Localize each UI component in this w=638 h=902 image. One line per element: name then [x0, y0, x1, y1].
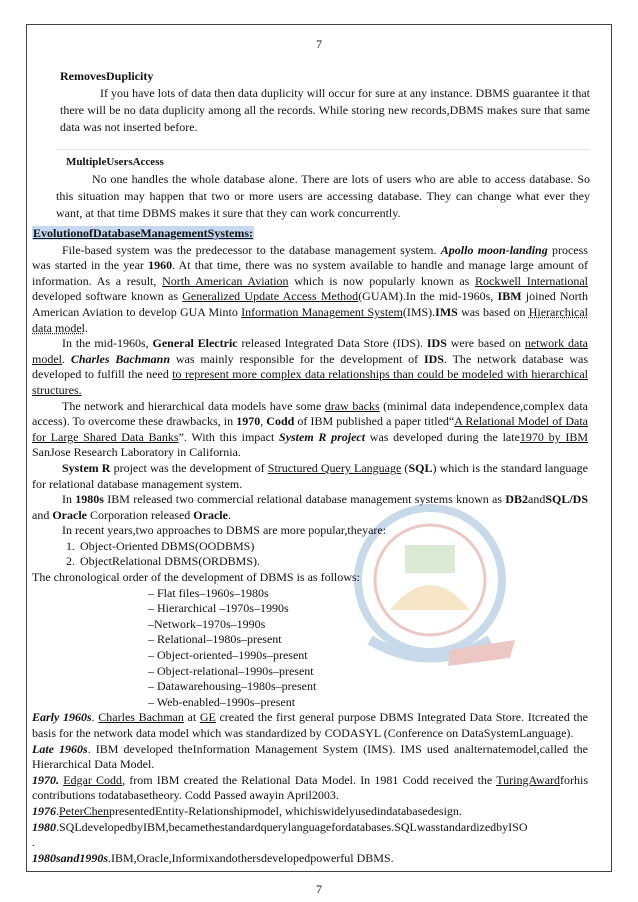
paragraph-1980s — [32, 492, 588, 523]
text: . — [227, 507, 231, 522]
hierarchical-data-model-link[interactable]: Hierarchical data model — [32, 304, 589, 335]
rockwell-link[interactable]: Rockwell International — [475, 273, 588, 288]
charles-bachman-link[interactable]: Charles Bachman — [98, 710, 184, 725]
years-1980s-1990s-label: 1980sand1990s — [32, 850, 109, 865]
year-1960: 1960 — [148, 258, 173, 273]
turing-award-link[interactable]: TuringAward — [496, 772, 561, 787]
text: and — [528, 492, 546, 507]
system-r-text: System R project — [279, 429, 366, 444]
text: .SQLdevelopedbyIBM,becamethestandardquerylanguagefordatabases.SQLwasstandardizedbyISO — [56, 819, 528, 834]
multiple-users-access-box — [56, 149, 590, 222]
removes-duplicity-box — [60, 68, 590, 136]
paragraph-recent-years: In recent years,two approaches to DBMS are more popular,theyare: — [62, 523, 387, 538]
paragraph-relational — [32, 399, 588, 461]
db2-text: DB2 — [505, 492, 528, 507]
chronology-item: – Flat files–1960s–1980s — [148, 585, 269, 600]
text: were based on — [446, 336, 525, 351]
chronology-item: – Datawarehousing–1980s–present — [148, 679, 317, 694]
year-1976-label: 1976 — [32, 803, 56, 818]
page-number-top: 7 — [316, 37, 322, 51]
text: ( — [401, 460, 409, 475]
year-1970: 1970 — [236, 414, 261, 429]
text: ”. With this impact — [178, 429, 280, 444]
paragraph-late-1960s — [32, 742, 588, 773]
late-1960s-label: Late 1960s — [32, 741, 88, 756]
text: In the mid-1960s, — [62, 336, 153, 351]
text: created the first general purpose DBMS Integrated Data Store. Itcreated the basis for the network data model which was standardized by CODASYL (Conference on DataSystemLanguage). — [32, 710, 588, 740]
chronology-item: – Hierarchical –1970s–1990s — [148, 601, 289, 616]
text: (GUAM).In the mid-1960s, — [358, 289, 498, 304]
text: . — [84, 320, 88, 335]
paper-title-link[interactable]: A Relational Model of Data for Large Shared Data Banks — [32, 414, 589, 444]
oracle-text: Oracle — [193, 507, 228, 522]
text: .IBM,Oracle,Informixandothersdevelopedpowerful DBMS. — [108, 850, 394, 865]
chronology-item: – Relational–1980s–present — [148, 632, 282, 647]
multiple-users-access-heading: MultipleUsersAccess — [66, 156, 164, 168]
paragraph-file-based — [32, 243, 588, 337]
ims-text: IMS — [435, 304, 458, 319]
text: , — [260, 414, 267, 429]
chronology-list — [148, 586, 588, 711]
codd-text: Codd — [266, 414, 295, 429]
ge-link[interactable]: GE — [199, 710, 216, 725]
text: . The network database was developed to fulfill the need — [32, 351, 588, 382]
text: Corporation released — [86, 507, 194, 522]
main-content — [32, 226, 588, 866]
early-1960s-label: Early 1960s — [32, 710, 92, 725]
multiple-users-access-text: No one handles the whole database alone. There are lots of users who are able to access database. So this situation may happen that two or more users are accessing database. They can change what ever they want, at that time DBMS makes it sure that they can work concurrently. — [56, 172, 590, 220]
late-1970-text: 1970 by IBM — [519, 429, 589, 444]
text: . — [62, 351, 71, 366]
chronology-item: – Object-relational–1990s–present — [148, 663, 314, 678]
text: (IMS). — [402, 304, 436, 319]
paragraph-1980s-1990s — [32, 851, 588, 867]
text: . — [56, 803, 59, 818]
page-number-bottom: 7 — [316, 882, 322, 896]
apollo-text: Apollo moon-landing — [440, 242, 548, 257]
paragraph-system-r — [32, 461, 588, 492]
paragraph-chronological: The chronological order of the development of DBMS is as follows: — [32, 570, 360, 585]
text: . IBM developed theInformation Management System (IMS). IMS used analternatemodel,called the Hierarchical Data Model. — [32, 741, 588, 772]
year-1980-label: 1980 — [32, 819, 56, 834]
paragraph-early-1960s — [32, 710, 588, 741]
text: at — [183, 710, 200, 725]
paragraph-ge-ids — [32, 336, 588, 398]
text: was developed during the late — [365, 429, 520, 444]
paragraph-1980 — [32, 820, 588, 851]
peter-chen-link[interactable]: PeterChen — [59, 803, 109, 818]
text: presentedEntity-Relationshipmodel, whichiswidelyusedindatabasedesign. — [109, 803, 462, 818]
sql-abbr: SQL — [408, 460, 433, 475]
text: ) which is the standard language for relational database management system. — [32, 460, 588, 491]
text: process was started in the year — [32, 242, 588, 273]
edgar-codd-link[interactable]: Edgar Codd — [63, 772, 123, 787]
guam-link[interactable]: Generalized Update Access Method — [182, 289, 359, 304]
network-data-model-link[interactable]: network data model — [32, 336, 588, 366]
text: . — [91, 710, 99, 725]
year-1980s: 1980s — [75, 492, 104, 507]
sqlds-text: SQL/DS — [545, 492, 589, 507]
text: was based on — [457, 304, 529, 319]
complex-relationships-text: to represent more complex data relationships than could be modeled with hierarchical structures. — [32, 367, 588, 397]
sql-link[interactable]: Structured Query Language — [267, 460, 402, 475]
section-heading: EvolutionofDatabaseManagementSystems: — [33, 226, 253, 240]
paragraph-1976 — [32, 804, 588, 820]
ims-link[interactable]: Information Management System — [241, 304, 403, 319]
text: released Integrated Data Store (IDS). — [237, 336, 427, 351]
approaches-list — [32, 539, 588, 570]
text: project was the development of — [110, 460, 268, 475]
text: and — [32, 507, 53, 522]
year-1970-label: 1970. — [32, 772, 59, 787]
list-item: 1. Object-Oriented DBMS(OODBMS) — [78, 539, 588, 555]
text: joined North American Aviation to develop GUA Minto — [32, 289, 589, 319]
chronology-item: – Object-oriented–1990s–present — [148, 648, 308, 663]
text: . At that time, there was no system available to handle and manage large amount of information. As a result, — [32, 258, 588, 288]
text: developed software known as — [32, 289, 183, 304]
removes-duplicity-heading: RemovesDuplicity — [60, 69, 154, 83]
north-american-aviation-link[interactable]: North American Aviation — [162, 273, 289, 288]
ge-text: General Electric — [152, 336, 238, 351]
ids-text: IDS — [426, 336, 447, 351]
chronology-item: –Network–1970s–1990s — [148, 616, 266, 631]
chronology-item: – Web-enabled–1990s–present — [148, 694, 296, 709]
oracle-text: Oracle — [52, 507, 87, 522]
text: IBM released two commercial relational database management systems known as — [103, 492, 506, 507]
text: In — [62, 492, 76, 507]
removes-duplicity-text: If you have lots of data then data duplicity will occur for sure at any instance. DBMS guarantee it that there will be no data duplicity among all the records. While storing new records,DBMS makes sure that same data was not inserted before. — [60, 86, 590, 134]
charles-bachmann-text: Charles Bachmann — [70, 351, 171, 366]
list-item: 2. ObjectRelational DBMS(ORDBMS). — [78, 554, 588, 570]
ibm-text: IBM — [497, 289, 522, 304]
text: was mainly responsible for the development of — [170, 351, 424, 366]
text: File-based system was the predecessor to the database management system. — [62, 242, 441, 257]
system-r-text: System R — [62, 460, 111, 475]
text: forhis contributions todatabasetheory. Codd Passed awayin April2003. — [32, 772, 589, 803]
text: . — [32, 835, 35, 850]
paragraph-1970 — [32, 773, 588, 804]
text: SanJose Research Laboratory in California. — [32, 445, 241, 460]
text: The network and hierarchical data models have some — [62, 398, 325, 413]
text: , from IBM created the Relational Data Model. In 1981 Codd received the — [122, 772, 497, 787]
text: which is now popularly known as — [288, 273, 476, 288]
draw-backs-text: draw backs — [324, 398, 380, 413]
text: of IBM published a paper titled“ — [294, 414, 455, 429]
ids-text: IDS — [423, 351, 444, 366]
text: (minimal data independence,complex data access). To overcome these drawbacks, in — [32, 398, 589, 429]
